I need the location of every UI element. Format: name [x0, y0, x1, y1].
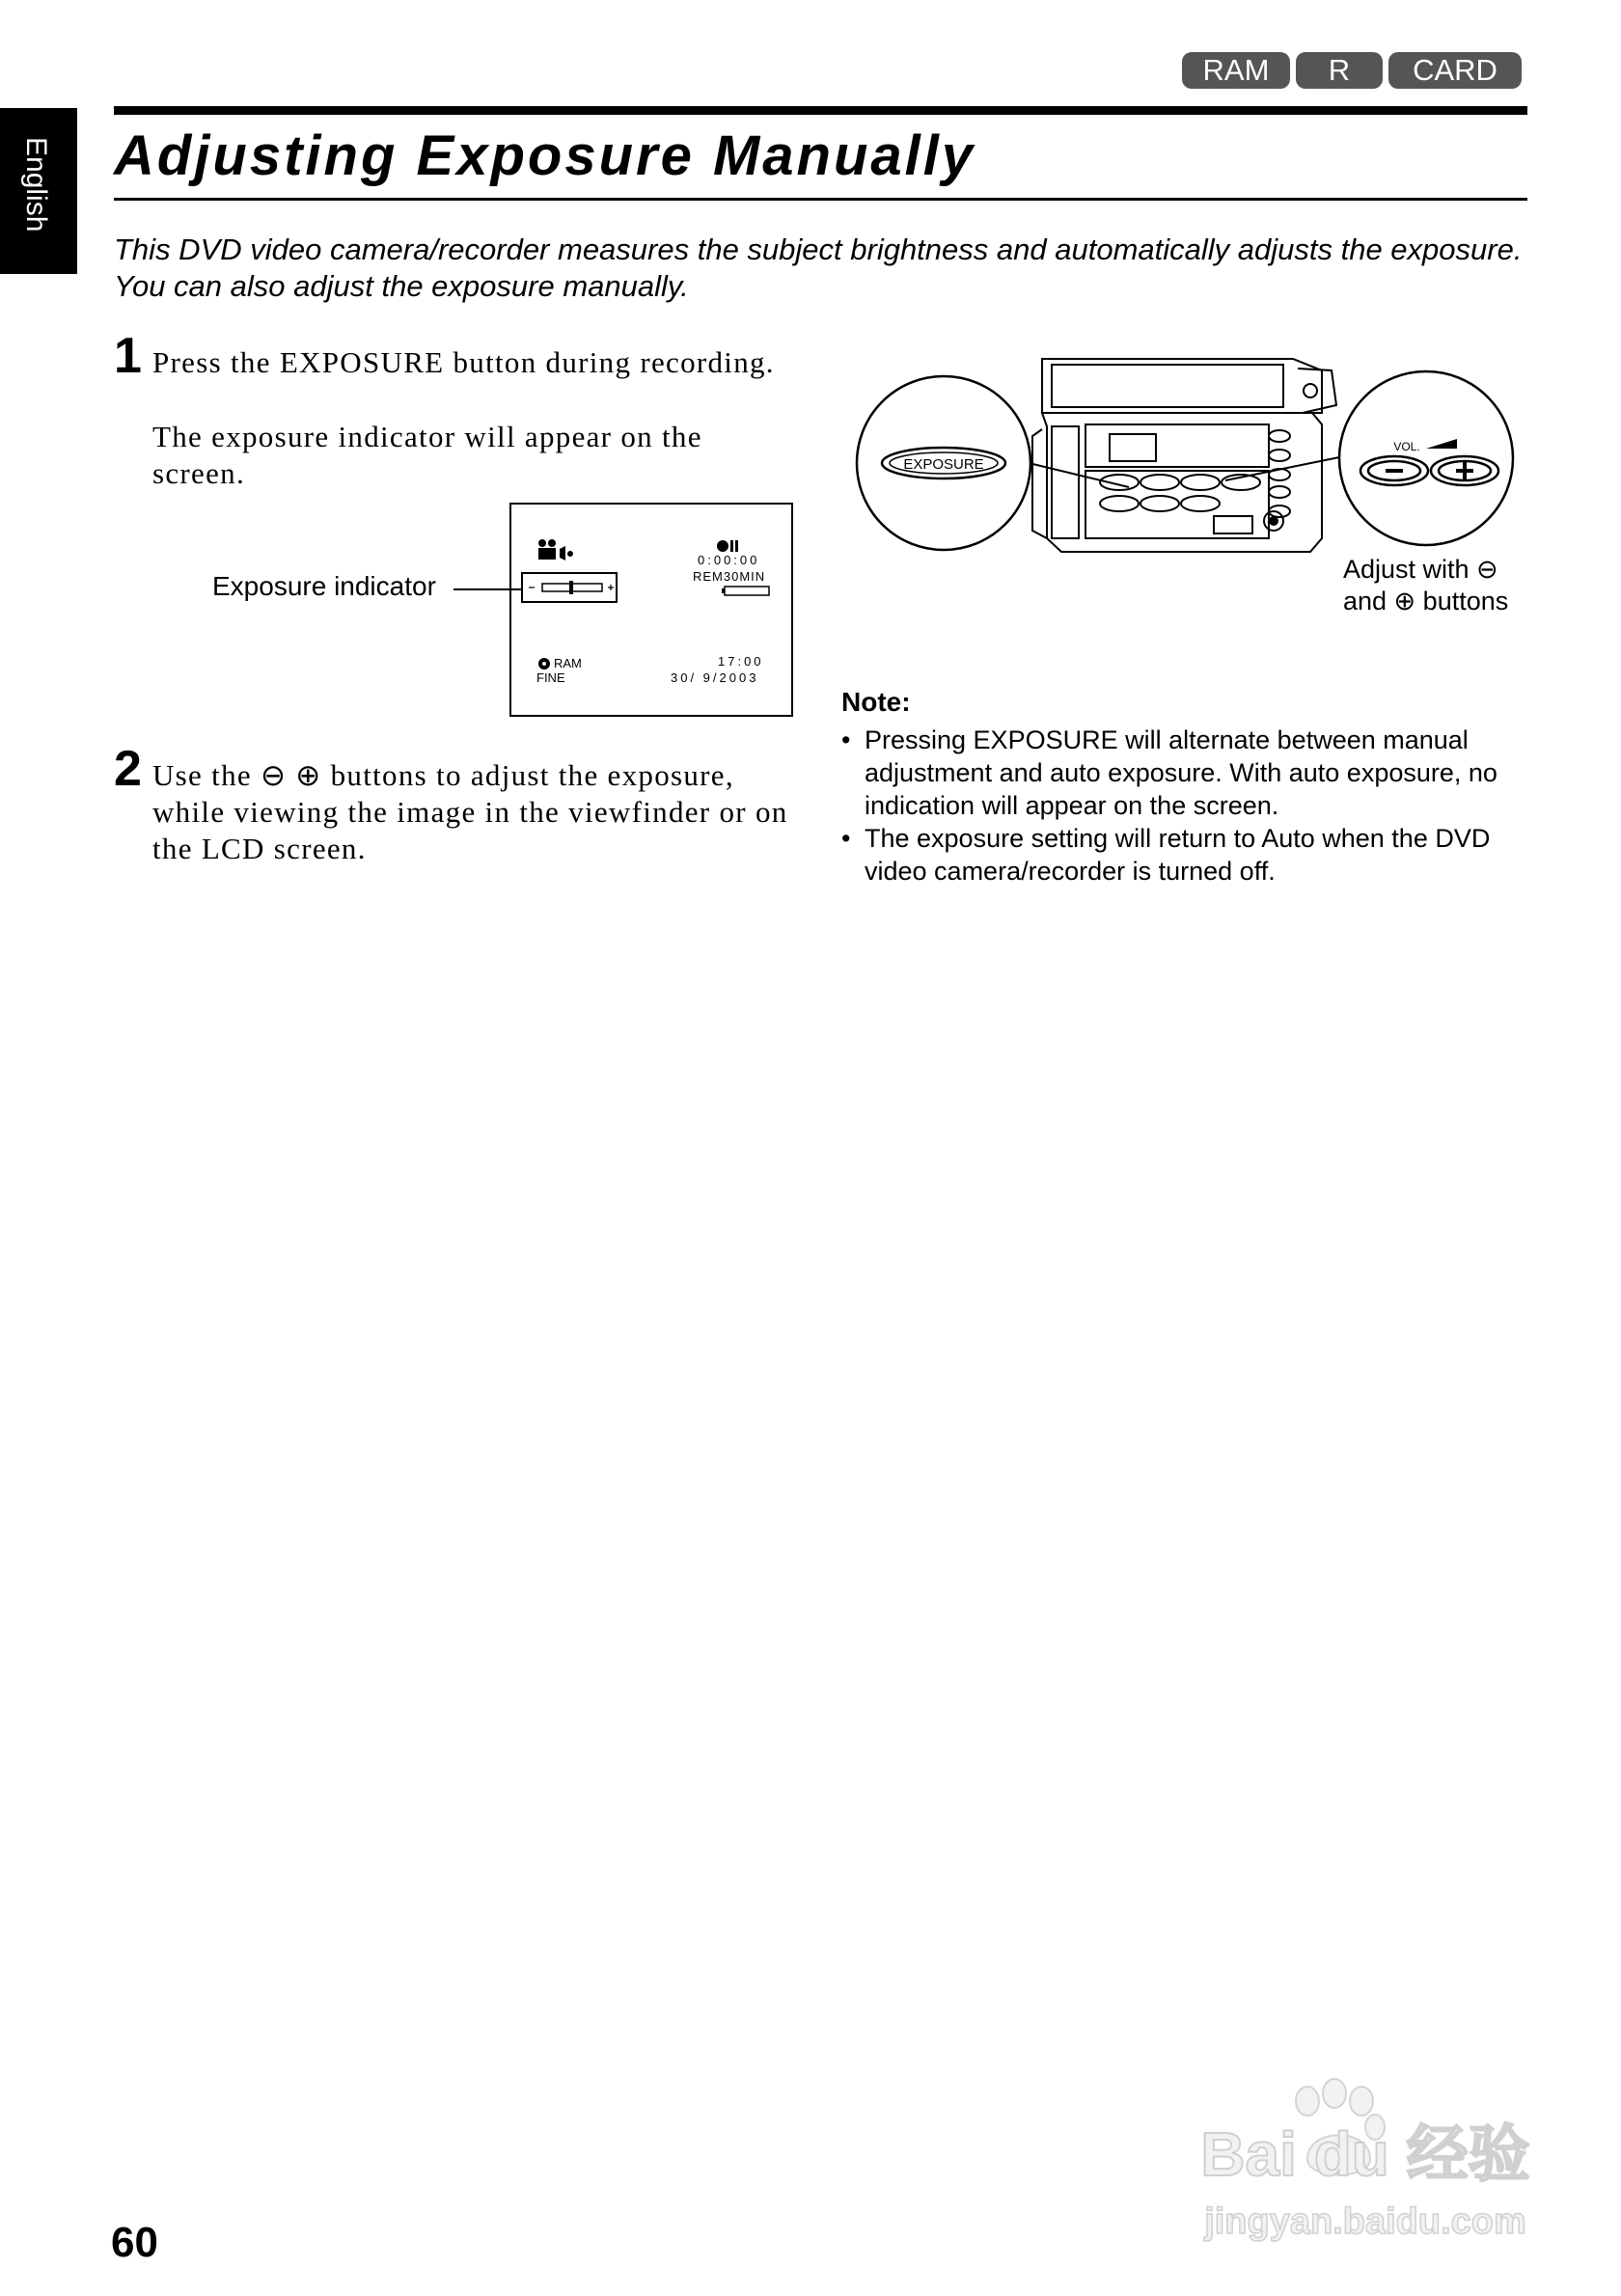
camera-mode-icon [536, 537, 575, 566]
note-item: • Pressing EXPOSURE will alternate between manual adjustment and auto exposure. With auto exposure, no indication will appear on the screen. [841, 724, 1536, 822]
step-1-subtext: The exposure indicator will appear on the screen. [152, 420, 702, 490]
badge-r: R [1296, 52, 1383, 89]
note-heading: Note: [841, 687, 911, 717]
disc-icon [536, 657, 552, 670]
clock-time: 17:00 [718, 654, 764, 669]
language-tab [0, 108, 77, 274]
quality-mode: FINE [536, 670, 565, 685]
adjust-caption-line-2: and ⊕ buttons [1343, 587, 1509, 615]
time-counter: 0:00:00 [698, 553, 760, 567]
disc-type: RAM [554, 656, 582, 670]
badge-ram: RAM [1182, 52, 1290, 89]
page-number: 60 [111, 2219, 158, 2266]
vol-label: VOL. [1393, 440, 1420, 453]
step-1-number: 1 [114, 328, 142, 384]
watermark-url: jingyan.baidu.com [1204, 2201, 1526, 2242]
intro-text: This DVD video camera/recorder measures the subject brightness and automatically adjusts the exposure. You can also adjust the exposure manually. [114, 232, 1523, 303]
note-list [841, 724, 1536, 888]
exposure-button-label: EXPOSURE [903, 456, 984, 473]
title-rule-top [114, 106, 1527, 115]
page-title: Adjusting Exposure Manually [114, 124, 976, 187]
record-pause-icon [716, 539, 739, 553]
watermark-logo [1163, 2074, 1568, 2267]
badge-card: CARD [1388, 52, 1522, 89]
title-rule-bottom [114, 198, 1527, 201]
exposure-indicator-label: Exposure indicator [212, 571, 436, 601]
exposure-scale [523, 574, 616, 601]
note-item: • The exposure setting will return to Auto when the DVD video camera/recorder is turned off. [841, 822, 1536, 888]
camcorder-illustration [849, 347, 1525, 564]
media-badges [1182, 52, 1522, 89]
step-2-number: 2 [114, 741, 142, 797]
calendar-date: 30/ 9/2003 [671, 670, 759, 685]
battery-icon [722, 586, 772, 597]
step-2-text: Use the ⊖ ⊕ buttons to adjust the exposure, while viewing the image in the viewfinder or on the LCD screen. [152, 758, 788, 865]
watermark-brand: Bai du 经验 [1200, 2119, 1530, 2189]
remaining-time: REM30MIN [693, 569, 766, 584]
language-label: English [20, 137, 52, 232]
exposure-indicator [521, 572, 618, 603]
screen-display [509, 503, 793, 717]
step-1-text: Press the EXPOSURE button during recording. [152, 345, 775, 379]
adjust-caption [1343, 554, 1508, 617]
adjust-caption-line-1: Adjust with ⊖ [1343, 555, 1498, 584]
